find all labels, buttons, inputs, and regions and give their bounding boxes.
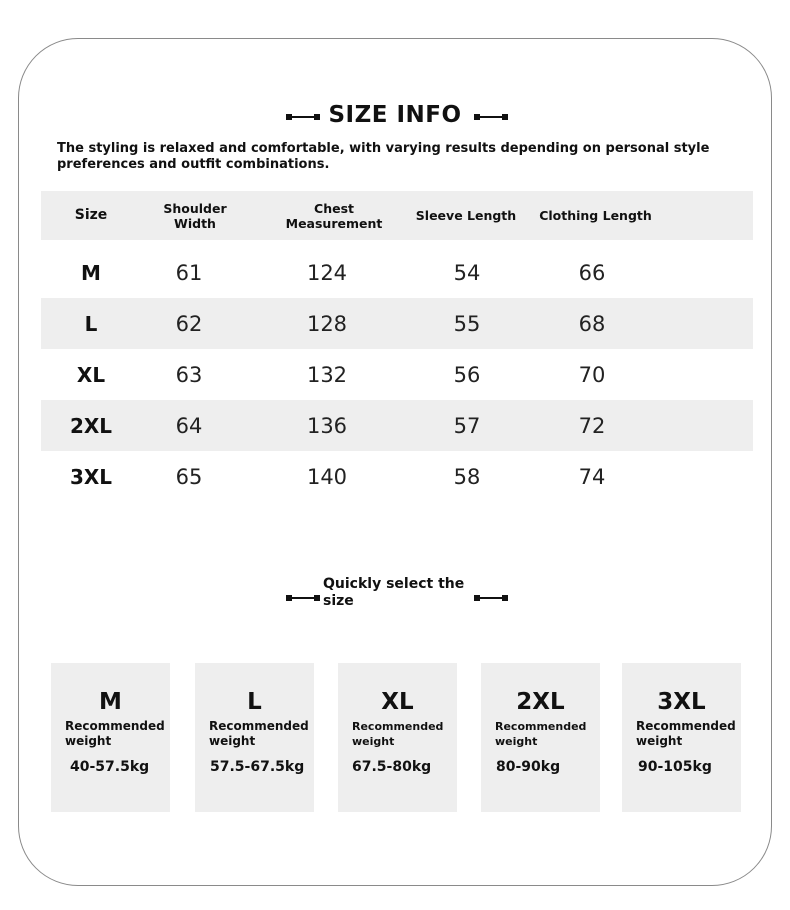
card-label: Recommended weight [495, 720, 587, 748]
size-cell: XL [76, 362, 106, 387]
shoulder-cell: 63 [175, 362, 203, 387]
chest-cell: 132 [306, 362, 348, 387]
chest-cell: 128 [306, 311, 348, 336]
length-cell: 74 [578, 464, 606, 489]
column-header-size: Size [74, 207, 108, 223]
card-label: Recommended weight [209, 719, 309, 748]
length-cell: 72 [578, 413, 606, 438]
card-label: Recommended weight [636, 719, 736, 748]
column-header-clothing-length: Clothing Length [539, 208, 652, 223]
sleeve-cell: 57 [453, 413, 481, 438]
table-row [41, 298, 753, 349]
shoulder-cell: 62 [175, 311, 203, 336]
size-cell: M [81, 260, 101, 285]
card-size: M [99, 689, 122, 715]
size-card-3xl [622, 663, 741, 812]
table-row [41, 451, 753, 502]
size-card-2xl [481, 663, 600, 812]
styling-description: The styling is relaxed and comfortable, with varying results depending on personal style preferences and outfit combinations. [57, 141, 710, 172]
card-weight: 67.5-80kg [352, 759, 432, 775]
card-size: 2XL [516, 689, 565, 715]
sleeve-cell: 58 [453, 464, 481, 489]
size-cell: 3XL [69, 464, 113, 489]
card-weight: 40-57.5kg [70, 759, 150, 775]
quick-select-title: Quickly select the size [323, 576, 465, 609]
subtitle-left-decoration [288, 597, 318, 599]
length-cell: 66 [578, 260, 606, 285]
shoulder-cell: 64 [175, 413, 203, 438]
sleeve-cell: 56 [453, 362, 481, 387]
card-weight: 80-90kg [496, 759, 561, 775]
table-row [41, 247, 753, 298]
card-weight: 57.5-67.5kg [210, 759, 305, 775]
size-table [41, 191, 753, 502]
size-card-m [51, 663, 170, 812]
card-label: Recommended weight [352, 720, 444, 748]
length-cell: 70 [578, 362, 606, 387]
table-row [41, 400, 753, 451]
table-row [41, 349, 753, 400]
card-size: 3XL [657, 689, 706, 715]
column-header-chest: Chest Measurement [285, 200, 383, 231]
size-card-l [195, 663, 314, 812]
chest-cell: 124 [306, 260, 348, 285]
column-header-shoulder-width: Shoulder Width [163, 200, 227, 231]
size-cell: 2XL [69, 413, 113, 438]
shoulder-cell: 61 [175, 260, 203, 285]
sleeve-cell: 55 [453, 311, 481, 336]
chest-cell: 136 [306, 413, 348, 438]
chest-cell: 140 [306, 464, 348, 489]
size-card-xl [338, 663, 457, 812]
length-cell: 68 [578, 311, 606, 336]
column-header-sleeve-length: Sleeve Length [415, 208, 517, 223]
size-cell: L [84, 311, 98, 336]
card-size: XL [381, 689, 414, 715]
shoulder-cell: 65 [175, 464, 203, 489]
subtitle-right-decoration [476, 597, 506, 599]
title-right-decoration [476, 116, 506, 118]
card-size: L [247, 689, 262, 715]
table-header [41, 191, 753, 240]
sleeve-cell: 54 [453, 260, 481, 285]
page-title: SIZE INFO [328, 102, 462, 128]
card-weight: 90-105kg [638, 759, 712, 775]
card-label: Recommended weight [65, 719, 165, 748]
